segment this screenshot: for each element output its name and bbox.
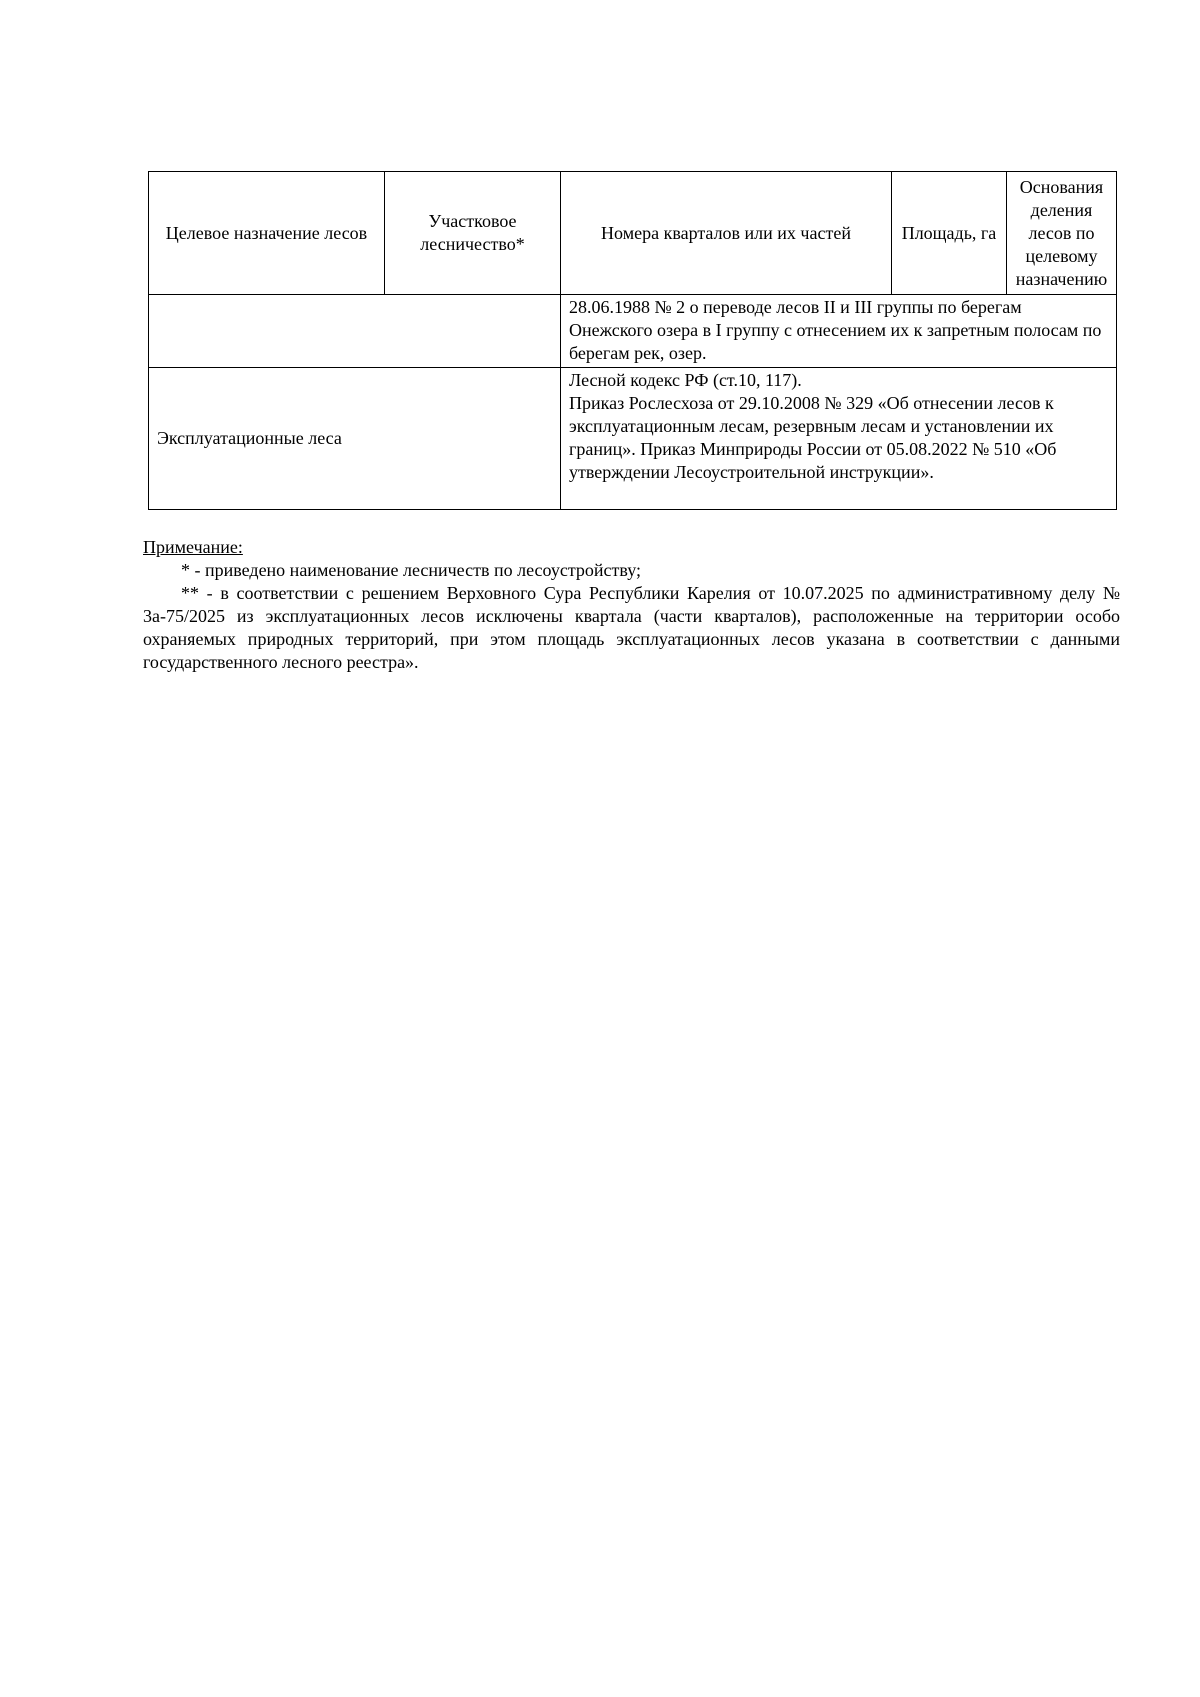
notes-section [143, 536, 1120, 674]
notes-title: Примечание: [143, 537, 243, 557]
table-header-row [149, 172, 1117, 295]
basis-text: Приказ Рослесхоза от 29.10.2008 № 329 «Об отнесении лесов к эксплуатационным лесам, резервным лесам и установлении их границ». Приказ Минприроды России от 05.08.2022 № 510 «Об утверждении Лесоустроительной инструкции». [569, 393, 1057, 482]
header-purpose: Целевое назначение лесов [149, 172, 385, 295]
note-item: * - приведено наименование лесничеств по лесоустройству; [181, 560, 642, 580]
table-row [149, 295, 1117, 368]
row-purpose-cell: Эксплуатационные леса [149, 368, 561, 510]
header-area: Площадь, га [892, 172, 1007, 295]
forest-purpose-table [148, 171, 1117, 510]
row-basis-cell [561, 295, 1117, 368]
row-basis-cell [561, 368, 1117, 510]
header-district: Участковое лесничество* [385, 172, 561, 295]
note-item: ** - в соответствии с решением Верховного Сура Республики Карелия от 10.07.2025 по административному делу № 3а-75/2025 из эксплуатационных лесов исключены квартала (части кварталов), расположенные на территории особо охраняемых природных территорий, при этом площадь эксплуатационных лесов указана в соответствии с данными государственного лесного реестра». [143, 583, 1120, 672]
header-basis: Основания деления лесов по целевому назначению [1007, 172, 1117, 295]
basis-text: Лесной кодекс РФ (ст.10, 117). [569, 370, 802, 390]
table-row [149, 368, 1117, 510]
header-quarters: Номера кварталов или их частей [561, 172, 892, 295]
row-purpose-cell [149, 295, 561, 368]
basis-text: 28.06.1988 № 2 о переводе лесов II и III группы по берегам Онежского озера в I группу с отнесением их к запретным полосам по берегам рек, озер. [569, 297, 1102, 363]
